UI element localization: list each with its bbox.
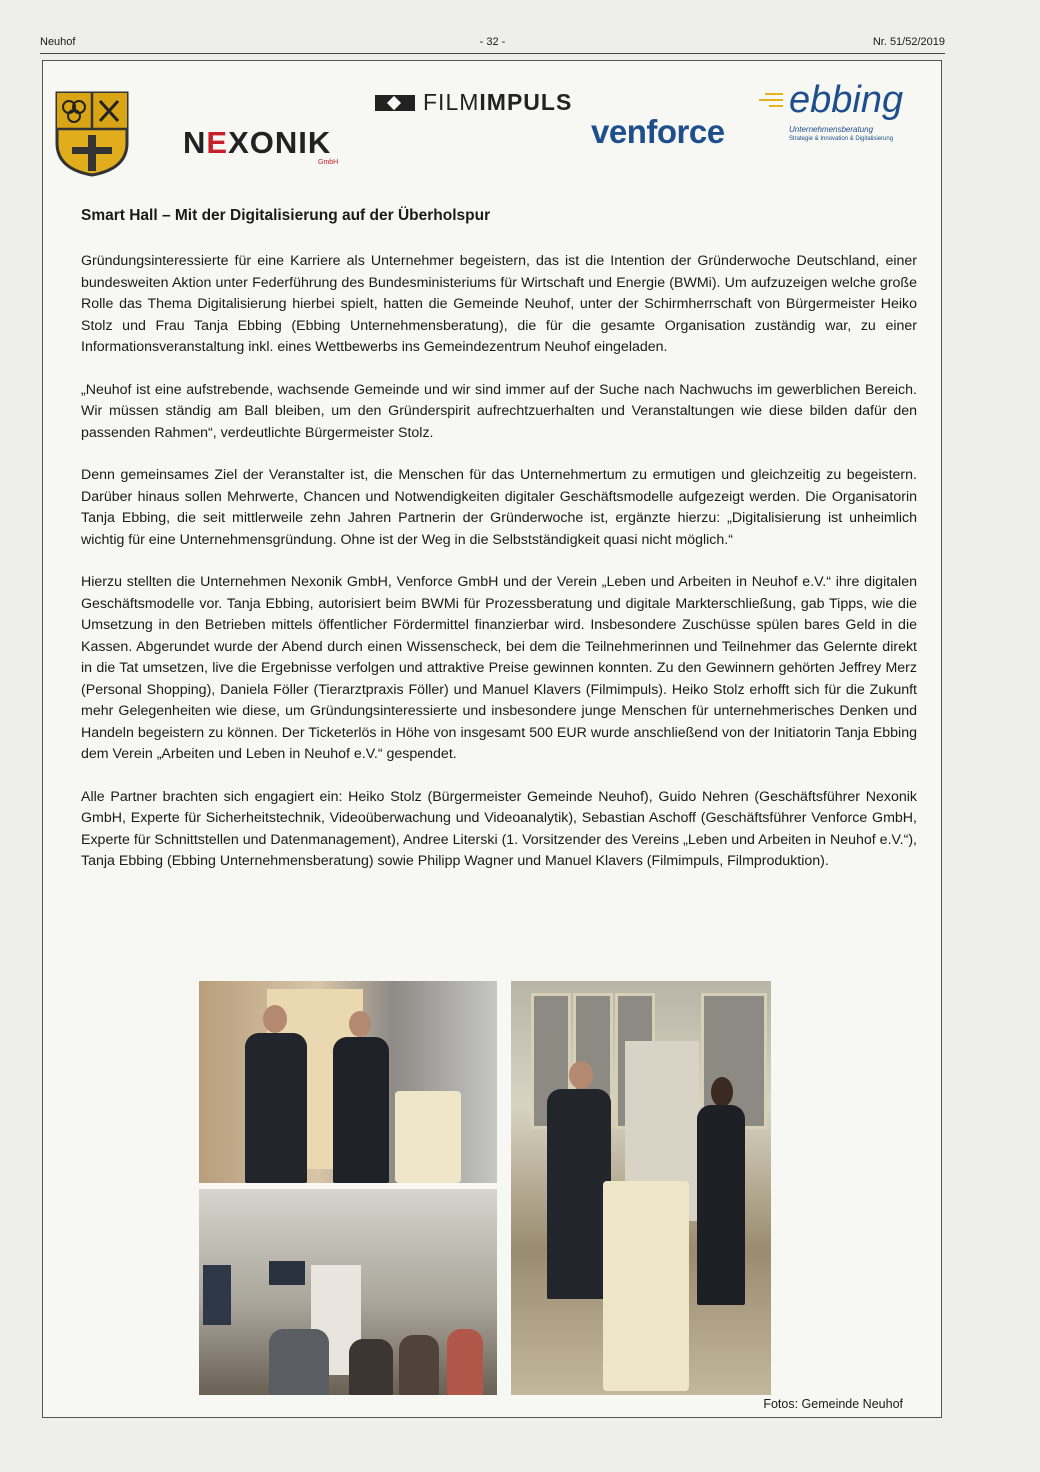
issue-number: Nr. 51/52/2019 — [872, 36, 945, 48]
nexonik-logo — [183, 125, 339, 166]
ebbing-mark-icon — [755, 93, 785, 113]
article-paragraph: Denn gemeinsames Ziel der Veranstalter ist, die Menschen für das Unternehmertum zu ermutigen und gleichzeitig zu begeistern. Darüber hinaus sollen Mehrwerte, Chancen und Notwendigkeiten digitaler Geschäftsmodelle aufgezeigt werden. Die Organisatorin Tanja Ebbing, die seit mittlerweile zehn Jahren Partnerin der Gründerwoche ist, ergänzte hierzu: „Digitalisierung ist unheimlich wichtig für eine Unternehmensgründung. Ohne ist der Weg in die Selbstständigkeit quasi nicht möglich.“ — [81, 467, 917, 548]
nexonik-suffix: GmbH — [318, 159, 339, 166]
article-paragraph: Alle Partner brachten sich engagiert ein: Heiko Stolz (Bürgermeister Gemeinde Neuhof), Guido Nehren (Geschäftsführer Nexonik GmbH, Experte für Sicherheitstechnik, Videoüberwachung und Videoanalytik), Sebastian Aschoff (Geschäftsführer Venforce GmbH, Experte für Schnittstellen und Datenmanagement), Andree Literski (1. Vorsitzender des Vereins „Leben und Arbeiten in Neuhof e.V.“), Tanja Ebbing (Ebbing Unternehmensberatung) sowie Philipp Wagner und Manuel Klavers (Filmimpuls, Filmproduktion). — [81, 788, 917, 869]
event-photo-discussion — [511, 981, 771, 1395]
ebbing-subline: Strategie & Innovation & Digitalisierung — [789, 136, 894, 142]
photo-credit: Fotos: Gemeinde Neuhof — [763, 1397, 903, 1411]
article-paragraph: „Neuhof ist eine aufstrebende, wachsende Gemeinde und wir sind immer auf der Suche nach Nachwuchs im gewerblichen Bereich. Wir müssen ständig am Ball bleiben, um den Gründerspirit aufrechtzuerhalten und Veranstaltungen wie diese bilden dafür den passenden Rahmen“, verdeutlichte Bürgermeister Stolz. — [81, 381, 917, 441]
header-town: Neuhof — [40, 36, 76, 48]
event-photo-audience — [199, 1189, 497, 1395]
venforce-logo: venforce — [591, 113, 725, 150]
article-box — [42, 60, 942, 1418]
filmimpuls-prefix: FILM — [423, 89, 480, 115]
page-number: - 32 - — [479, 36, 506, 48]
article-paragraph: Hierzu stellten die Unternehmen Nexonik GmbH, Venforce GmbH und der Verein „Leben und Arbeiten in Neuhof e.V.“ ihre digitalen Geschäftsmodelle vor. Tanja Ebbing, autorisiert beim BWMi für Prozessberatung und digitale Markterschließung, gab Tipps, wie die Umsetzung in den Betrieben mittels öffentlicher Fördermittel finanzierbar wird. Insbesondere Zuschüsse spülen bares Geld in die Kassen. Abgerundet wurde der Abend durch einen Wissenscheck, bei dem die Teilnehmerinnen und Teilnehmer das Gelernte direkt in die Tat umsetzen, live die Ergebnisse verfolgen und attraktive Preise gewinnen konnten. Zu den Gewinnern gehörten Jeffrey Merz (Personal Shopping), Daniela Föller (Tierarztpraxis Föller) und Manuel Klavers (Filmimpuls). Heiko Stolz erhofft sich für die Zukunft mehr Gelegenheiten wie diese, um Gründungsinteressierte und insbesondere junge Menschen für unternehmerisches Denken und Handeln begeistern zu können. Der Ticketerlös in Höhe von insgesamt 500 EUR wurde anschließend von der Initiatorin Tanja Ebbing dem Verein „Arbeiten und Leben in Neuhof e.V.“ gespendet. — [81, 574, 917, 762]
nexonik-name: NEXONIK — [183, 125, 332, 160]
film-reel-icon — [375, 95, 415, 111]
article-headline: Smart Hall – Mit der Digitalisierung auf der Überholspur — [81, 207, 491, 224]
municipal-crest-icon — [55, 91, 129, 177]
sponsor-logos — [43, 61, 941, 191]
ebbing-name: ebbing — [789, 79, 904, 121]
article-paragraph: Gründungsinteressierte für eine Karriere als Unternehmer begeistern, das ist die Intention der Gründerwoche Deutschland, einer bundesweiten Aktion unter Federführung des Bundesministeriums für Wirtschaft und Energie (BWMi). Um aufzuzeigen welche große Rolle das Thema Digitalisierung hierbei spielt, hatten die Gemeinde Neuhof, unter der Schirmherrschaft von Bürgermeister Heiko Stolz und Frau Tanja Ebbing (Ebbing Unternehmensberatung), die für die gesamte Organisation zuständig war, zu einer Informationsveranstaltung inkl. eines Wettbewerbs ins Gemeindezentrum Neuhof eingeladen. — [81, 253, 917, 355]
filmimpuls-logo — [375, 89, 572, 116]
ebbing-tagline: Unternehmensberatung — [789, 125, 874, 134]
event-photo-presenters — [199, 981, 497, 1183]
header-divider — [40, 53, 945, 54]
filmimpuls-suffix: IMPULS — [479, 89, 573, 115]
article-body — [81, 251, 917, 873]
page-header — [40, 36, 945, 54]
